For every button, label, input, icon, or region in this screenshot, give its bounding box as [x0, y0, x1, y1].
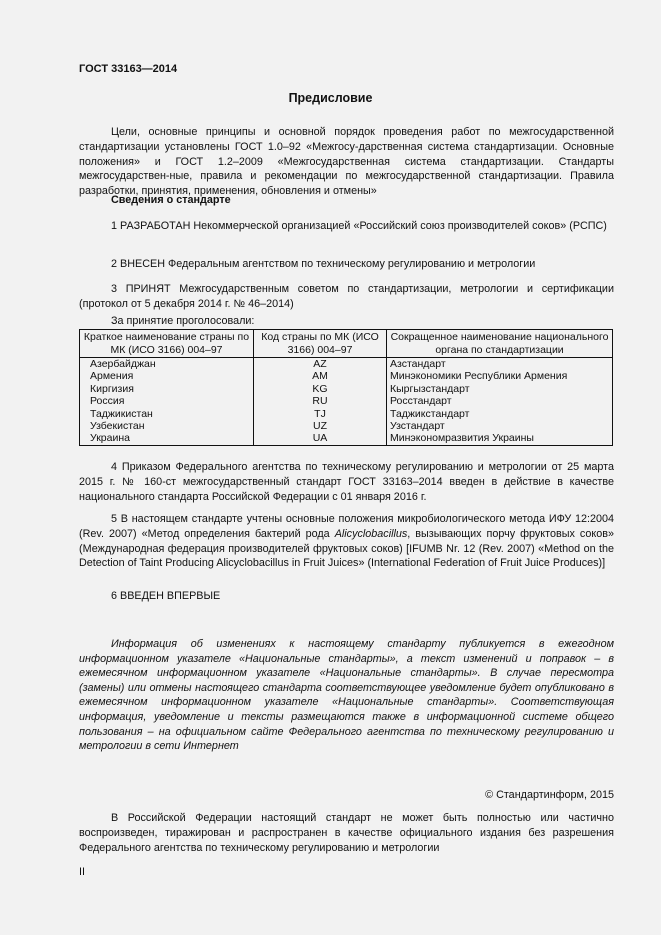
- table-header-body: Сокращенное наименование национального органа по стандартизации: [387, 330, 613, 358]
- item-5-paragraph: [79, 512, 614, 571]
- code-cell: AZ: [254, 358, 387, 371]
- code-cell: TJ: [254, 408, 387, 420]
- vote-label: За принятие проголосовали:: [111, 315, 255, 327]
- code-cell: KG: [254, 383, 387, 395]
- item-2-paragraph: 2 ВНЕСЕН Федеральным агентством по техническому регулированию и метрологии: [111, 258, 536, 270]
- body-cell: Узстандарт: [387, 420, 613, 432]
- body-cell: Азстандарт: [387, 358, 613, 371]
- item-5-text-b: , вызывающих порчу фруктовых соков» (Международная федерация производителей фруктовых соков) [IFUMB Nr. 12 (Rev. 2007) «Method on the Detection of Taint Producing Alicyclobacillus in Fruit Juices» (International Federation of Fruit Juice Produces)]: [79, 527, 614, 570]
- item-4-paragraph: 4 Приказом Федерального агентства по техническому регулированию и метрологии от 25 марта 2015 г. № 160-ст межгосударственный стандарт ГОСТ 33163–2014 введен в действие в качестве национального стандарта Российской Федерации с 01 января 2016 г.: [79, 461, 614, 503]
- table-row: [80, 408, 613, 420]
- code-cell: AM: [254, 370, 387, 382]
- table-row: [80, 358, 613, 371]
- table-row: [80, 432, 613, 445]
- table-row: [80, 383, 613, 395]
- item-6-paragraph: 6 ВВЕДЕН ВПЕРВЫЕ: [111, 590, 221, 602]
- country-cell: Узбекистан: [80, 420, 254, 432]
- body-cell: Таджикстандарт: [387, 408, 613, 420]
- item-5-text-a: 5 В настоящем стандарте учтены основные положения микробиологического метода ИФУ 12:2004 (Rev. 2007) «Метод определения бактерий рода: [79, 513, 614, 540]
- voting-table: [79, 329, 613, 446]
- table-row: [80, 370, 613, 382]
- item-3-paragraph: 3 ПРИНЯТ Межгосударственным советом по стандартизации, метрологии и сертификации (протокол от 5 декабря 2014 г. № 46–2014): [79, 283, 614, 310]
- code-cell: RU: [254, 395, 387, 407]
- country-cell: Россия: [80, 395, 254, 407]
- copyright: © Стандартинформ, 2015: [485, 789, 614, 801]
- country-cell: Азербайджан: [80, 358, 254, 371]
- country-cell: Украина: [80, 432, 254, 445]
- body-cell: Кыргызстандарт: [387, 383, 613, 395]
- item-5-genus: Alicyclobacillus: [334, 527, 408, 540]
- body-cell: Минэкономики Республики Армения: [387, 370, 613, 382]
- country-cell: Таджикистан: [80, 408, 254, 420]
- intro-paragraph: Цели, основные принципы и основной порядок проведения работ по межгосударственной стандартизации установлены ГОСТ 1.0–92 «Межгосу-дарственная система стандартизации. Основные положения» и ГОСТ 1.2–2009 «Межгосударственная система стандартизации. Стандарты межгосударствен-ные, правила и рекомендации по межгосударственной стандартизации. Правила разработки, принятия, применения, обновления и отмены»: [79, 126, 614, 198]
- document-code: ГОСТ 33163—2014: [79, 63, 178, 75]
- table-row: [80, 395, 613, 407]
- table-header-code: Код страны по МК (ИСО 3166) 004–97: [254, 330, 387, 358]
- section-subtitle: Сведения о стандарте: [111, 194, 231, 206]
- reproduction-notice: В Российской Федерации настоящий стандарт не может быть полностью или частично воспроизведен, тиражирован и распространен в качестве официального издания без разрешения Федерального агентства по техническому регулированию и метрологии: [79, 812, 614, 854]
- item-1-paragraph: 1 РАЗРАБОТАН Некоммерческой организацией «Российский союз производителей соков» (РСПС): [111, 220, 607, 232]
- country-cell: Киргизия: [80, 383, 254, 395]
- table-header-country: Краткое наименование страны по МК (ИСО 3166) 004–97: [80, 330, 254, 358]
- page-title: Предисловие: [288, 91, 373, 105]
- code-cell: UZ: [254, 420, 387, 432]
- body-cell: Минэкономразвития Украины: [387, 432, 613, 445]
- page-number: II: [79, 866, 85, 878]
- country-cell: Армения: [80, 370, 254, 382]
- info-notice: Информация об изменениях к настоящему стандарту публикуется в ежегодном информационном указателе «Национальные стандарты», а текст изменений и поправок – в ежемесячном информационном указателе «Национальные стандарты». В случае пересмотра (замены) или отмены настоящего стандарта соответствующее уведомление будет опубликовано в ежемесячном информационном указателе «Национальные стандарты». Соответствующая информация, уведомление и тексты размещаются также в информационной системе общего пользования – на официальном сайте Федерального агентства по техническому регулированию и метрологии в сети Интернет: [79, 638, 614, 753]
- code-cell: UA: [254, 432, 387, 445]
- table-row: [80, 420, 613, 432]
- body-cell: Росстандарт: [387, 395, 613, 407]
- table-header-row: [80, 330, 613, 358]
